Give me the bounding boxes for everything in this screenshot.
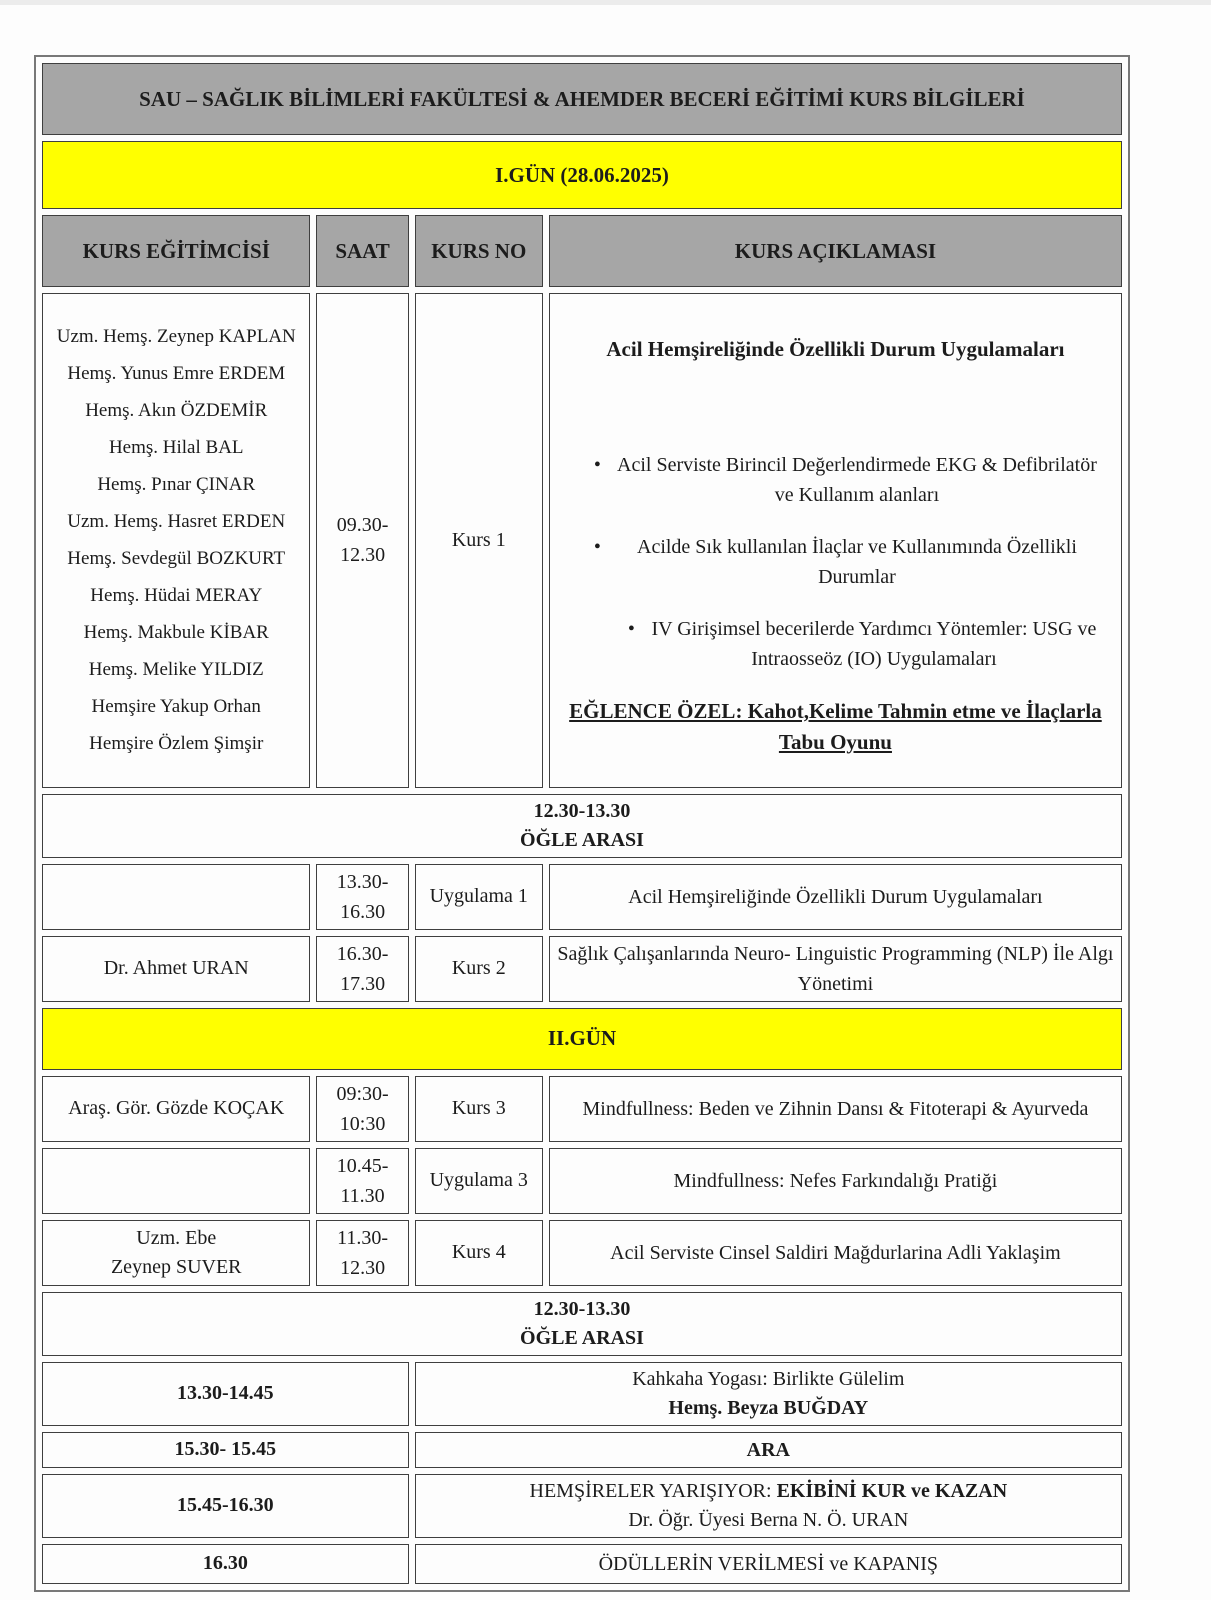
lunch-time: 12.30-13.30 (533, 1297, 631, 1320)
column-header-description: KURS AÇIKLAMASI (549, 215, 1122, 287)
table-title: SAU – SAĞLIK BİLİMLERİ FAKÜLTESİ & AHEMDER BECERİ EĞİTİMİ KURS BİLGİLERİ (42, 63, 1122, 135)
day-2-banner: II.GÜN (42, 1008, 1122, 1070)
time-cell (316, 293, 408, 788)
activity-presenter: Hemş. Beyza BUĞDAY (668, 1396, 869, 1419)
day-2-banner-row (42, 1008, 1122, 1070)
course-highlight-note: EĞLENCE ÖZEL: Kahot,Kelime Tahmin etme ve İlaçlarla Tabu Oyunu (569, 698, 1102, 754)
row-kurs-2 (42, 936, 1122, 1002)
time-cell: 15.30- 15.45 (42, 1432, 409, 1468)
row-kurs-3 (42, 1076, 1122, 1142)
description-cell: Acil Serviste Cinsel Saldiri Mağdurlarina Adli Yaklaşim (549, 1220, 1122, 1286)
time-line: 09.30- (336, 514, 389, 537)
time-cell: 13.30-14.45 (42, 1362, 409, 1426)
row-kurs-4 (42, 1220, 1122, 1286)
row-afternoon-1 (42, 1362, 1122, 1426)
column-header-course-no: KURS NO (415, 215, 543, 287)
table-title-row (42, 63, 1122, 135)
time-line: 16.30- (336, 942, 389, 965)
time-cell: 15.45-16.30 (42, 1474, 409, 1538)
time-line: 10.45- (336, 1154, 389, 1177)
time-cell (316, 1220, 408, 1286)
column-header-row (42, 215, 1122, 287)
time-cell (316, 936, 408, 1002)
day-1-banner: I.GÜN (28.06.2025) (42, 141, 1122, 209)
day-1-banner-row (42, 141, 1122, 209)
lunch-break-row (42, 794, 1122, 858)
time-line: 12.30 (340, 1256, 386, 1279)
time-line: 09:30- (336, 1082, 389, 1105)
bullet-text: • IV Girişimsel becerilerde Yardımcı Yöntemler: USG ve Intraosseöz (IO) Uygulamaları (651, 617, 1097, 670)
instructor-cell (42, 293, 310, 788)
row-afternoon-3 (42, 1474, 1122, 1538)
instructor-name: Hemşire Özlem Şimşir (89, 733, 264, 755)
instructor-name: Uzm. Hemş. Zeynep KAPLAN (56, 326, 296, 348)
time-line: 16.30 (340, 900, 386, 923)
lunch-break-row (42, 1292, 1122, 1356)
description-cell: Mindfullness: Beden ve Zihnin Dansı & Fitoterapi & Ayurveda (549, 1076, 1122, 1142)
instructor-cell (42, 1220, 310, 1286)
bullet-item (568, 450, 1103, 510)
time-line: 13.30- (336, 870, 389, 893)
description-cell: ARA (415, 1432, 1122, 1468)
course-no-cell: Kurs 4 (415, 1220, 543, 1286)
instructor-name: Hemş. Yunus Emre ERDEM (67, 363, 286, 385)
course-no-cell: Kurs 1 (415, 293, 543, 788)
lunch-label: ÖĞLE ARASI (520, 1326, 644, 1349)
description-cell (415, 1474, 1122, 1538)
bullet-item (568, 532, 1103, 592)
course-no-cell: Uygulama 1 (415, 864, 543, 930)
time-cell (316, 1076, 408, 1142)
course-no-cell: Kurs 2 (415, 936, 543, 1002)
instructor-name: Hemş. Melike YILDIZ (88, 659, 264, 681)
row-afternoon-4 (42, 1544, 1122, 1584)
page-top-edge (0, 0, 1211, 5)
time-cell: 16.30 (42, 1544, 409, 1584)
time-line: 17.30 (340, 972, 386, 995)
bullet-text: • Acilde Sık kullanılan İlaçlar ve Kullanımında Özellikli Durumlar (637, 535, 1077, 588)
instructor-name: Zeynep SUVER (110, 1255, 242, 1278)
instructor-cell: Dr. Ahmet URAN (42, 936, 310, 1002)
instructor-name: Hemşire Yakup Orhan (91, 696, 261, 718)
time-line: 11.30 (340, 1184, 385, 1207)
description-cell: ÖDÜLLERİN VERİLMESİ ve KAPANIŞ (415, 1544, 1122, 1584)
activity-title (422, 1477, 1115, 1506)
description-cell: Sağlık Çalışanlarında Neuro- Linguistic Programming (NLP) İle Algı Yönetimi (549, 936, 1122, 1002)
column-header-time: SAAT (316, 215, 408, 287)
instructor-name: Hemş. Hüdai MERAY (90, 585, 263, 607)
row-uygulama-3 (42, 1148, 1122, 1214)
row-kurs-1 (42, 293, 1122, 788)
instructor-cell-empty (42, 864, 310, 930)
description-cell (549, 293, 1122, 788)
bullet-item (568, 614, 1103, 674)
time-cell (316, 1148, 408, 1214)
instructor-name: Hemş. Sevdegül BOZKURT (67, 548, 286, 570)
time-cell (316, 864, 408, 930)
lunch-label: ÖĞLE ARASI (520, 828, 644, 851)
instructor-cell: Araş. Gör. Gözde KOÇAK (42, 1076, 310, 1142)
course-schedule-table (34, 55, 1130, 1592)
activity-presenter: Dr. Öğr. Üyesi Berna N. Ö. URAN (628, 1508, 909, 1531)
lunch-break-cell (42, 1292, 1122, 1356)
activity-title: Kahkaha Yogası: Birlikte Gülelim (632, 1367, 905, 1390)
course-description-title: Acil Hemşireliğinde Özellikli Durum Uygulamaları (606, 337, 1065, 361)
instructor-name: Hemş. Makbule KİBAR (83, 622, 269, 644)
course-no-cell: Uygulama 3 (415, 1148, 543, 1214)
instructor-name: Uzm. Hemş. Hasret ERDEN (67, 511, 286, 533)
instructor-name: Hemş. Hilal BAL (108, 437, 244, 459)
description-cell: Acil Hemşireliğinde Özellikli Durum Uygulamaları (549, 864, 1122, 930)
time-line: 12.30 (340, 544, 386, 567)
row-afternoon-2 (42, 1432, 1122, 1468)
lunch-time: 12.30-13.30 (533, 799, 631, 822)
lunch-break-cell (42, 794, 1122, 858)
instructor-cell-empty (42, 1148, 310, 1214)
instructor-list (49, 318, 303, 762)
column-header-instructor: KURS EĞİTİMCİSİ (42, 215, 310, 287)
activity-title-bold: EKİBİNİ KUR ve KAZAN (776, 1479, 1008, 1502)
description-cell (415, 1362, 1122, 1426)
time-line: 10:30 (339, 1112, 386, 1135)
course-no-cell: Kurs 3 (415, 1076, 543, 1142)
instructor-name: Hemş. Akın ÖZDEMİR (85, 400, 268, 422)
bullet-text: • Acil Serviste Birincil Değerlendirmede EKG & Defibrilatör ve Kullanım alanları (617, 453, 1097, 506)
row-uygulama-1 (42, 864, 1122, 930)
instructor-name: Uzm. Ebe (136, 1226, 217, 1249)
instructor-name: Hemş. Pınar ÇINAR (97, 474, 256, 496)
time-line: 11.30- (337, 1226, 389, 1249)
activity-title-normal: HEMŞİRELER YARIŞIYOR: (529, 1479, 777, 1502)
description-cell: Mindfullness: Nefes Farkındalığı Pratiği (549, 1148, 1122, 1214)
